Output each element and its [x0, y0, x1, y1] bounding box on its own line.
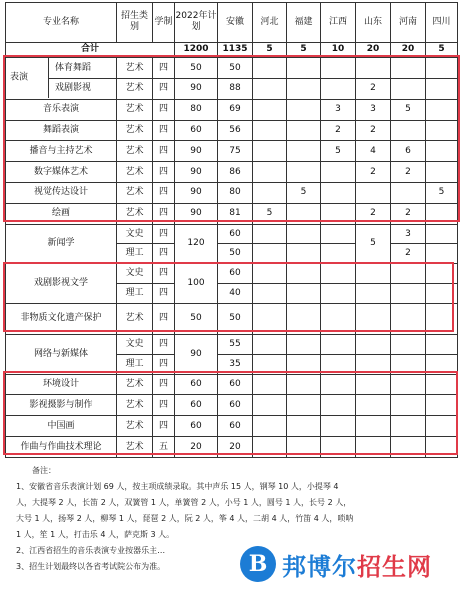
cell-years: 四 [153, 284, 175, 304]
cell-years: 四 [153, 354, 175, 374]
cell-plan: 100 [175, 264, 218, 304]
cell-major: 音乐表演 [6, 99, 117, 120]
cell-major: 非物质文化遗产保护 [6, 303, 117, 334]
cell-value: 50 [218, 58, 253, 79]
cell-category: 艺术 [117, 78, 153, 99]
cell-major: 舞蹈表演 [6, 120, 117, 141]
cell-value: 2 [391, 203, 426, 224]
table-row [6, 99, 458, 120]
table-row [6, 335, 458, 355]
cell-value [391, 120, 426, 141]
header-province: 河南 [391, 3, 426, 43]
total-row [6, 42, 458, 58]
note-line: 3、招生计划最终以各省考试院公布为准。 [16, 562, 166, 571]
cell-category: 艺术 [117, 203, 153, 224]
cell-value: 5 [253, 203, 287, 224]
cell-value: 69 [218, 99, 253, 120]
header-category: 招生类别 [117, 3, 153, 43]
cell-value: 2 [356, 162, 391, 183]
table-row [6, 120, 458, 141]
cell-years: 四 [153, 99, 175, 120]
cell-value [253, 120, 287, 141]
cell-value [287, 99, 321, 120]
total-value: 20 [391, 42, 426, 58]
cell-years: 四 [153, 183, 175, 204]
cell-value [426, 78, 458, 99]
header-major: 专业名称 [6, 3, 117, 43]
cell-value [426, 162, 458, 183]
total-value: 20 [356, 42, 391, 58]
cell-value [391, 78, 426, 99]
cell-value: 60 [218, 416, 253, 437]
cell-category: 艺术 [117, 303, 153, 334]
header-province: 江西 [321, 3, 356, 43]
cell-plan: 80 [175, 99, 218, 120]
total-value: 5 [253, 42, 287, 58]
cell-value [356, 58, 391, 79]
cell-value: 5 [426, 183, 458, 204]
table-row [6, 437, 458, 458]
cell-major: 影视摄影与制作 [6, 395, 117, 416]
cell-value [426, 120, 458, 141]
cell-value: 35 [218, 354, 253, 374]
cell-value: 60 [218, 374, 253, 395]
cell-value: 2 [391, 244, 426, 264]
cell-years: 四 [153, 141, 175, 162]
cell-value: 55 [218, 335, 253, 355]
cell-plan: 120 [175, 224, 218, 264]
header-years: 学制 [153, 3, 175, 43]
cell-value [426, 58, 458, 79]
cell-years: 四 [153, 78, 175, 99]
table-row [6, 58, 458, 79]
cell-category: 艺术 [117, 416, 153, 437]
cell-major: 作曲与作曲技术理论 [6, 437, 117, 458]
cell-major: 播音与主持艺术 [6, 141, 117, 162]
cell-value [253, 183, 287, 204]
brand-text [282, 547, 432, 582]
brand-main: 邦博尔 [282, 552, 357, 581]
cell-value: 86 [218, 162, 253, 183]
cell-value [287, 162, 321, 183]
cell-value: 50 [218, 244, 253, 264]
cell-value: 60 [218, 395, 253, 416]
cell-value [321, 162, 356, 183]
total-label: 合计 [6, 42, 175, 58]
note-line: 1 人，笙 1 人，打击乐 4 人，萨克斯 3 人。 [16, 530, 175, 539]
cell-plan: 50 [175, 303, 218, 334]
cell-value: 5 [356, 224, 391, 264]
cell-major: 新闻学 [6, 224, 117, 264]
cell-value: 88 [218, 78, 253, 99]
table-row [6, 141, 458, 162]
cell-years: 四 [153, 395, 175, 416]
cell-category: 艺术 [117, 374, 153, 395]
cell-category: 文史 [117, 335, 153, 355]
cell-plan: 90 [175, 141, 218, 162]
cell-years: 四 [153, 335, 175, 355]
cell-years: 四 [153, 224, 175, 244]
cell-value: 20 [218, 437, 253, 458]
watermark [240, 540, 455, 588]
admission-plan-table [5, 2, 458, 458]
cell-major: 视觉传达设计 [6, 183, 117, 204]
cell-value [426, 203, 458, 224]
cell-value: 2 [356, 203, 391, 224]
cell-category: 艺术 [117, 162, 153, 183]
group-label: 表演 [10, 72, 29, 83]
cell-value: 2 [321, 120, 356, 141]
table-row [6, 264, 458, 284]
cell-plan: 90 [175, 78, 218, 99]
total-value: 10 [321, 42, 356, 58]
sub-major-label: 戏剧影视 [48, 78, 117, 98]
cell-value: 40 [218, 284, 253, 304]
cell-category: 理工 [117, 244, 153, 264]
cell-major: 环境设计 [6, 374, 117, 395]
cell-value [321, 183, 356, 204]
cell-value: 2 [356, 120, 391, 141]
cell-value: 60 [218, 224, 253, 244]
cell-category: 艺术 [117, 183, 153, 204]
note-line: 人，大提琴 2 人，长笛 2 人，双簧管 1 人，单簧管 2 人，小号 1 人，圆号 1 人，长号 2 人， [16, 498, 352, 507]
cell-value [253, 99, 287, 120]
cell-value: 4 [356, 141, 391, 162]
cell-value [253, 162, 287, 183]
table-row [6, 162, 458, 183]
cell-plan: 20 [175, 437, 218, 458]
cell-value: 75 [218, 141, 253, 162]
cell-value [321, 58, 356, 79]
sub-major-label: 体育舞蹈 [48, 58, 117, 79]
cell-value: 3 [321, 99, 356, 120]
header-province: 河北 [253, 3, 287, 43]
cell-years: 四 [153, 120, 175, 141]
cell-years: 四 [153, 162, 175, 183]
cell-plan: 60 [175, 416, 218, 437]
cell-years: 五 [153, 437, 175, 458]
cell-plan: 90 [175, 162, 218, 183]
table-row [6, 303, 458, 334]
cell-years: 四 [153, 416, 175, 437]
total-value: 5 [287, 42, 321, 58]
table-row [6, 203, 458, 224]
cell-value: 3 [356, 99, 391, 120]
cell-value [287, 141, 321, 162]
cell-major: 中国画 [6, 416, 117, 437]
cell-category: 艺术 [117, 120, 153, 141]
note-line: 大号 1 人，扬琴 2 人，柳琴 1 人，琵琶 2 人，阮 2 人，筝 4 人，二胡 4 人，竹笛 4 人，唢呐 [16, 514, 354, 523]
cell-years: 四 [153, 244, 175, 264]
table-row [6, 374, 458, 395]
table-row [6, 416, 458, 437]
cell-value: 5 [391, 99, 426, 120]
cell-category: 艺术 [117, 141, 153, 162]
cell-category: 艺术 [117, 395, 153, 416]
cell-category: 文史 [117, 224, 153, 244]
cell-major: 绘画 [6, 203, 117, 224]
total-value: 5 [426, 42, 458, 58]
brand-logo-icon: B [240, 546, 276, 582]
cell-value: 6 [391, 141, 426, 162]
table-row [6, 183, 458, 204]
cell-plan: 60 [175, 395, 218, 416]
cell-category: 文史 [117, 264, 153, 284]
cell-value [287, 78, 321, 99]
cell-value: 2 [356, 78, 391, 99]
cell-value: 5 [321, 141, 356, 162]
cell-major: 数字媒体艺术 [6, 162, 117, 183]
cell-value [253, 141, 287, 162]
cell-years: 四 [153, 374, 175, 395]
cell-value: 3 [391, 224, 426, 244]
total-value: 1135 [218, 42, 253, 58]
cell-years: 四 [153, 58, 175, 79]
cell-value [356, 183, 391, 204]
total-plan: 1200 [175, 42, 218, 58]
cell-value [426, 141, 458, 162]
cell-value [253, 58, 287, 79]
cell-value: 5 [287, 183, 321, 204]
cell-plan: 90 [175, 183, 218, 204]
cell-value: 60 [218, 264, 253, 284]
header-plan: 2022年计划 [175, 3, 218, 43]
cell-plan: 90 [175, 203, 218, 224]
cell-value [391, 183, 426, 204]
cell-plan: 50 [175, 58, 218, 79]
note-line: 2、江西省招生的音乐表演专业按器乐主… [16, 546, 166, 555]
cell-years: 四 [153, 303, 175, 334]
cell-value [287, 58, 321, 79]
header-province: 四川 [426, 3, 458, 43]
cell-value [426, 99, 458, 120]
cell-value: 81 [218, 203, 253, 224]
cell-major: 网络与新媒体 [6, 335, 117, 375]
table-row [6, 395, 458, 416]
cell-value [287, 203, 321, 224]
cell-category: 艺术 [117, 437, 153, 458]
header-province: 福建 [287, 3, 321, 43]
cell-category: 理工 [117, 284, 153, 304]
cell-value [321, 78, 356, 99]
cell-value [287, 120, 321, 141]
group-biaoyan [6, 58, 117, 100]
table-row [6, 224, 458, 244]
cell-value [321, 203, 356, 224]
brand-accent: 招生网 [357, 552, 432, 581]
cell-value: 2 [391, 162, 426, 183]
cell-category: 艺术 [117, 58, 153, 79]
cell-value: 50 [218, 303, 253, 334]
note-line: 1、安徽省音乐表演计划 69 人，按主项成绩录取。其中声乐 15 人，钢琴 10 人，小提琴 4 [16, 482, 339, 491]
cell-category: 艺术 [117, 99, 153, 120]
cell-plan: 60 [175, 374, 218, 395]
cell-value [391, 58, 426, 79]
cell-value: 80 [218, 183, 253, 204]
header-province: 山东 [356, 3, 391, 43]
header-province: 安徽 [218, 3, 253, 43]
notes-title: 备注： [32, 466, 56, 475]
cell-plan: 90 [175, 335, 218, 375]
cell-years: 四 [153, 203, 175, 224]
cell-plan: 60 [175, 120, 218, 141]
cell-value: 56 [218, 120, 253, 141]
cell-major: 戏剧影视文学 [6, 264, 117, 304]
cell-category: 理工 [117, 354, 153, 374]
cell-value [253, 78, 287, 99]
header-row [6, 3, 458, 43]
cell-years: 四 [153, 264, 175, 284]
